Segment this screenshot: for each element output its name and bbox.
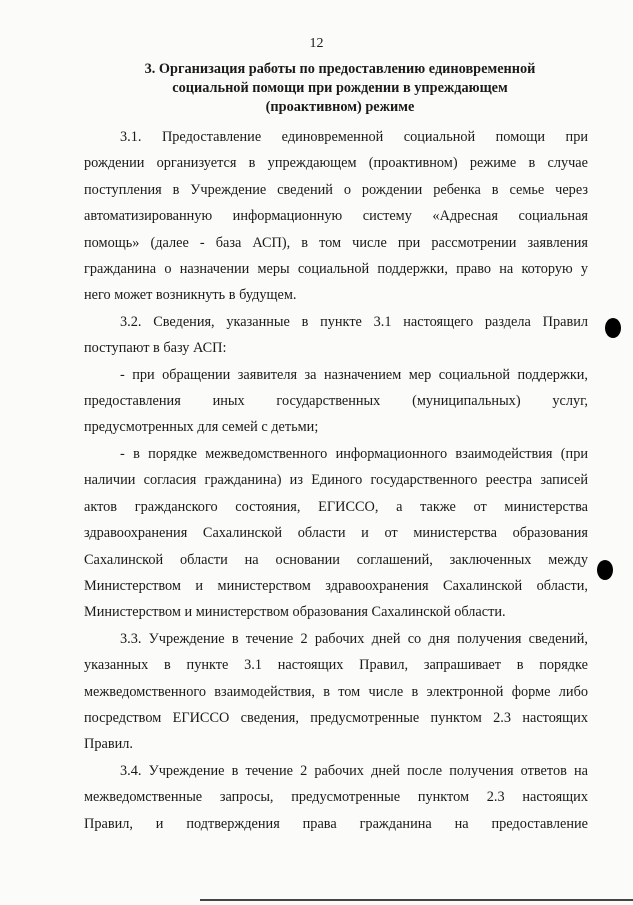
text-line: - в порядке межведомственного информационного взаимодействия (при <box>120 445 588 462</box>
text-line: поступления в Учреждение сведений о рождении ребенка в семье через <box>84 181 588 198</box>
text-line: Сахалинской области на основании соглашений, заключенных между <box>84 551 588 568</box>
text-line: Правил. <box>84 736 133 753</box>
scan-edge-line <box>200 899 633 901</box>
punch-hole-mark <box>597 560 613 580</box>
text-line: 3.1. Предоставление единовременной социальной помощи при <box>120 129 588 145</box>
text-line: него может возникнуть в будущем. <box>84 287 297 304</box>
list-item <box>84 441 588 626</box>
text-line: - при обращении заявителя за назначением мер социальной поддержки, <box>120 366 588 383</box>
text-line: наличии согласия гражданина) из Единого государственного реестра записей <box>84 472 588 489</box>
text-line: Правил, и подтверждения права гражданина на предоставление <box>84 815 588 832</box>
text-line: 3.3. Учреждение в течение 2 рабочих дней со дня получения сведений, <box>120 630 588 647</box>
text-line: поступают в базу АСП: <box>84 340 227 357</box>
text-line: межведомственные запросы, предусмотренные пунктом 2.3 настоящих <box>84 789 588 806</box>
list-item <box>84 362 588 441</box>
paragraph-3-3 <box>84 626 588 758</box>
paragraph-3-1 <box>84 124 588 309</box>
text-line: указанных в пункте 3.1 настоящих Правил, запрашивает в порядке <box>84 657 588 674</box>
page-number: 12 <box>309 36 324 51</box>
text-line: 3.4. Учреждение в течение 2 рабочих дней после получения ответов на <box>120 762 588 779</box>
text-line: Министерством и министерством здравоохранения Сахалинской области, <box>84 577 588 594</box>
text-line: помощь» (далее - база АСП), в том числе при рассмотрении заявления <box>84 234 588 251</box>
paragraph-3-4 <box>84 758 588 837</box>
text-line: автоматизированную информационную систему «Адресная социальная <box>84 208 588 225</box>
text-line: межведомственного взаимодействия, в том числе в электронной форме либо <box>84 683 588 700</box>
text-line: здравоохранения Сахалинской области и от министерства образования <box>84 525 588 542</box>
text-line: посредством ЕГИССО сведения, предусмотренные пунктом 2.3 настоящих <box>84 709 588 726</box>
text-line: рождении организуется в упреждающем (проактивном) режиме в случае <box>84 155 588 172</box>
heading-line: социальной помощи при рождении в упреждающем <box>172 80 508 96</box>
text-line: 3.2. Сведения, указанные в пункте 3.1 настоящего раздела Правил <box>120 313 588 330</box>
text-line: предусмотренных для семей с детьми; <box>84 419 319 436</box>
paragraph-3-2 <box>84 309 588 362</box>
body-text <box>84 124 588 837</box>
text-line: Министерством и министерством образования Сахалинской области. <box>84 604 506 621</box>
heading-line: (проактивном) режиме <box>265 99 415 115</box>
text-line: гражданина о назначении меры социальной поддержки, право на которую у <box>84 261 588 278</box>
text-line: предоставления иных государственных (муниципальных) услуг, <box>84 393 588 410</box>
heading-line: 3. Организация работы по предоставлению единовременной <box>144 61 536 77</box>
section-heading <box>120 60 560 117</box>
text-line: актов гражданского состояния, ЕГИССО, а также от министерства <box>84 498 588 515</box>
punch-hole-mark <box>605 318 621 338</box>
